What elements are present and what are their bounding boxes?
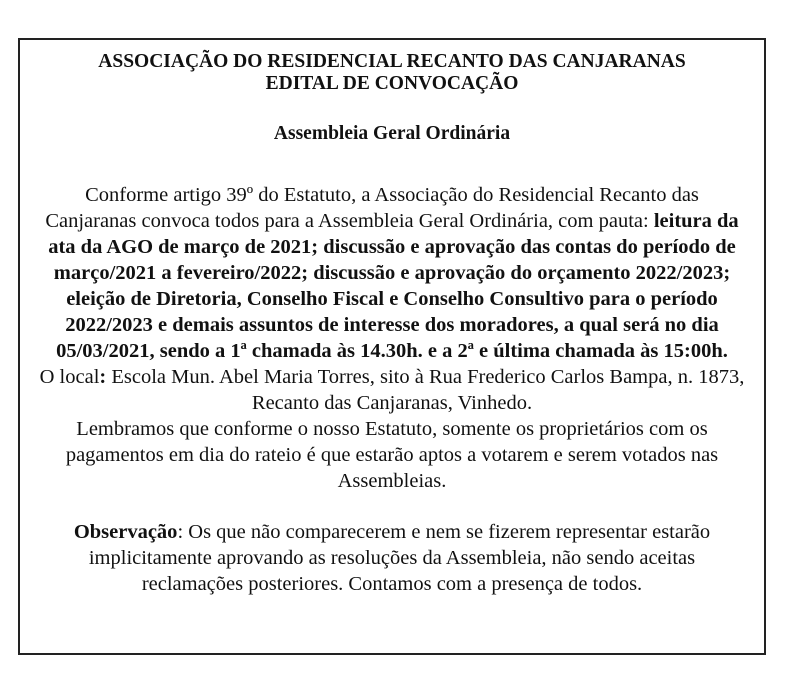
location-paragraph: [38, 364, 746, 416]
observation-text: : Os que não comparecerem e nem se fizerem representar estarão implicitamente aprovando as resoluções da Assembleia, não sendo aceitas reclamações posteriores. Contamos com a presença de todos.: [88, 520, 711, 595]
meeting-title: Assembleia Geral Ordinária: [273, 123, 511, 144]
location-label: O local: [39, 365, 100, 388]
document-type: EDITAL DE CONVOCAÇÃO: [265, 73, 519, 94]
agenda-time-tail: :00h.: [684, 339, 728, 362]
agenda-text: leitura da ata da AGO de março de 2021; discussão e aprovação das contas do período de março/2021 a fevereiro/2022; discussão e aprovação do orçamento 2022/2023; eleição de Diretoria, Conselho Fiscal e Conselho Consultivo para o período 2022/2023 e demais assuntos de interesse dos moradores, a qual será no dia 05/03/2021, sendo a 1ª chamada às 14.30h. e a 2ª e última chamada às 15: [48, 209, 739, 362]
notice-content: [38, 51, 746, 597]
notice-frame: [18, 38, 766, 655]
intro-text: Conforme artigo 39º do Estatuto, a Associação do Residencial Recanto das Canjaranas convoca todos para a Assembleia Geral Ordinária, com pauta:: [45, 183, 699, 232]
reminder-paragraph: Lembramos que conforme o nosso Estatuto, somente os proprietários com os pagamentos em dia do rateio é que estarão aptos a votarem e serem votados nas Assembleias.: [65, 417, 719, 492]
observation-label: Observação: [73, 520, 178, 543]
location-text: Escola Mun. Abel Maria Torres, sito à Rua Frederico Carlos Bampa, n. 1873, Recanto das Canjaranas, Vinhedo.: [106, 365, 745, 414]
org-name: ASSOCIAÇÃO DO RESIDENCIAL RECANTO DAS CANJARANAS: [98, 51, 686, 72]
location-colon: :: [99, 365, 107, 388]
convocation-paragraph: [38, 182, 746, 364]
observation-paragraph: [38, 519, 746, 597]
